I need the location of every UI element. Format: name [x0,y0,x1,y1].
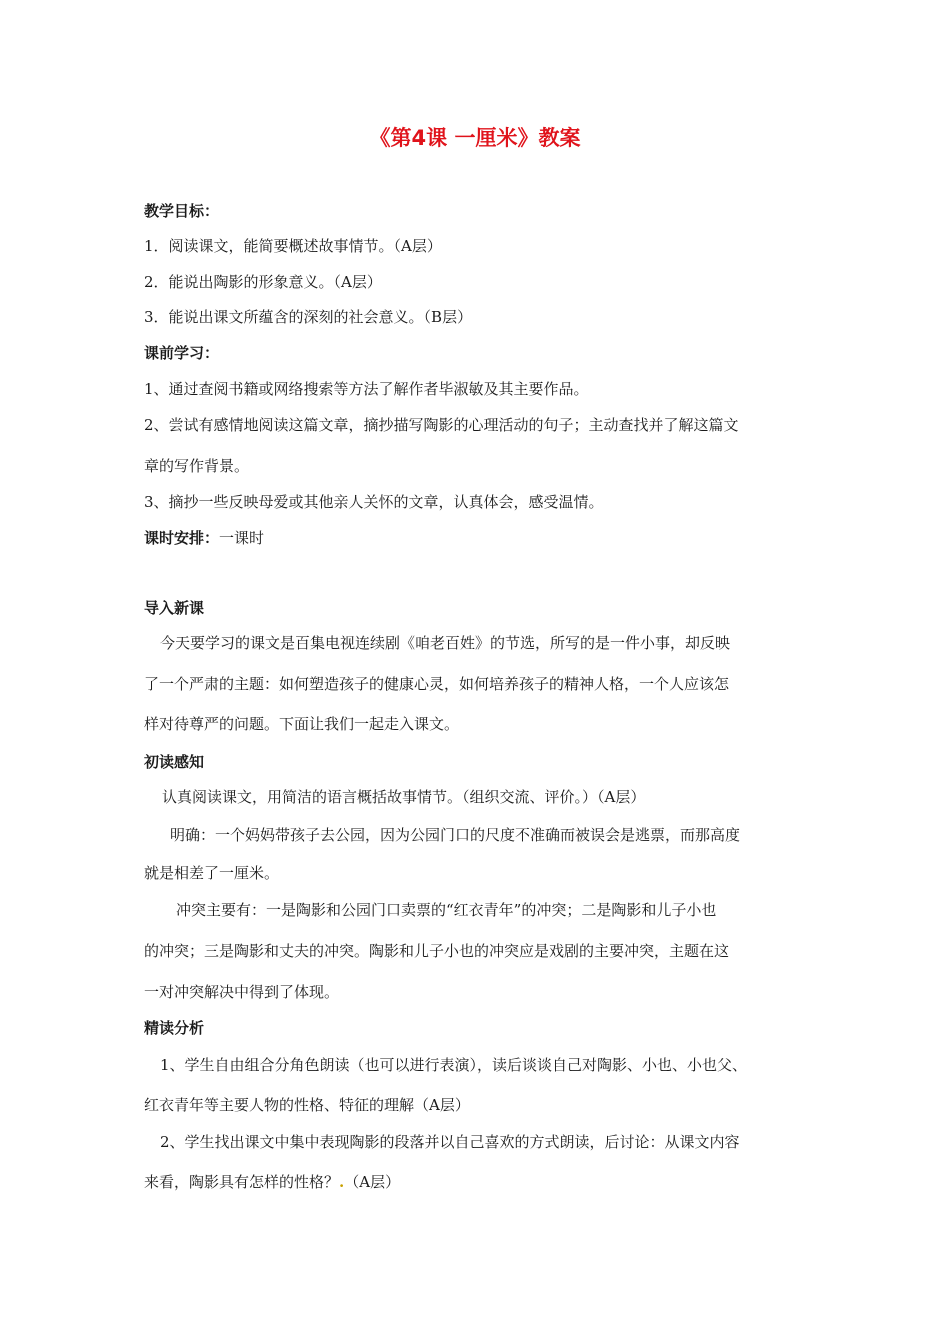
closeread-item-1-line-2: 红衣青年等主要人物的性格、特征的理解（A层） [144,1096,470,1114]
schedule-label: 课时安排： [144,529,220,547]
prestudy-heading: 课前学习： [144,344,220,362]
conflict-line-2: 的冲突；三是陶影和丈夫的冲突。陶影和儿子小也的冲突应是戏剧的主要冲突，主题在这 [144,942,730,960]
closeread-item-2-line-2-row [144,1172,824,1192]
firstread-task: 认真阅读课文，用简洁的语言概括故事情节。（组织交流、评价。）（A层） [162,788,646,806]
conflict-line-1: 冲突主要有：一是陶影和公园门口卖票的“红衣青年”的冲突；二是陶影和儿子小也 [176,901,717,919]
goal-item-2: 2．能说出陶影的形象意义。（A层） [144,273,382,291]
prestudy-item-3: 3、摘抄一些反映母爱或其他亲人关怀的文章，认真体会，感受温情。 [144,493,604,511]
document-title: 《第4课 一厘米》教案 [369,126,581,150]
intro-line-2: 了一个严肃的主题：如何塑造孩子的健康心灵，如何培养孩子的精神人格，一个人应该怎 [144,675,730,693]
firstread-answer-line-2: 就是相差了一厘米。 [144,864,280,882]
conflict-line-3: 一对冲突解决中得到了体现。 [144,983,340,1001]
closeread-heading: 精读分析 [144,1019,205,1037]
goal-item-1: 1．阅读课文，能简要概述故事情节。（A层） [144,237,442,255]
closeread-item-2-line-1: 2、学生找出课文中集中表现陶影的段落并以自己喜欢的方式朗读，后讨论：从课文内容 [160,1133,740,1151]
intro-line-3: 样对待尊严的问题。下面让我们一起走入课文。 [144,715,460,733]
schedule-row [144,528,824,548]
prestudy-item-1: 1、通过查阅书籍或网络搜索等方法了解作者毕淑敏及其主要作品。 [144,380,589,398]
yellow-dot-mark: . [339,1173,345,1191]
firstread-heading: 初读感知 [144,753,205,771]
goal-item-3: 3．能说出课文所蕴含的深刻的社会意义。（B层） [144,308,473,326]
prestudy-item-2-line-1: 2、尝试有感情地阅读这篇文章，摘抄描写陶影的心理活动的句子；主动查找并了解这篇文 [144,416,739,434]
closeread-item-2-line-2: 来看，陶影具有怎样的性格？ [144,1173,340,1191]
closeread-item-1-line-1: 1、学生自由组合分角色朗读（也可以进行表演），读后谈谈自己对陶影、小也、小也父、 [160,1056,748,1074]
prestudy-item-2-line-2: 章的写作背景。 [144,457,250,475]
closeread-item-2-level: （A层） [344,1173,401,1191]
intro-heading: 导入新课 [144,599,205,617]
intro-line-1: 今天要学习的课文是百集电视连续剧《咱老百姓》的节选，所写的是一件小事，却反映 [160,634,731,652]
schedule-value: 一课时 [219,529,265,547]
goals-heading: 教学目标： [144,202,220,220]
firstread-answer-line-1: 明确：一个妈妈带孩子去公园，因为公园门口的尺度不准确而被误会是逃票，而那高度 [170,826,741,844]
